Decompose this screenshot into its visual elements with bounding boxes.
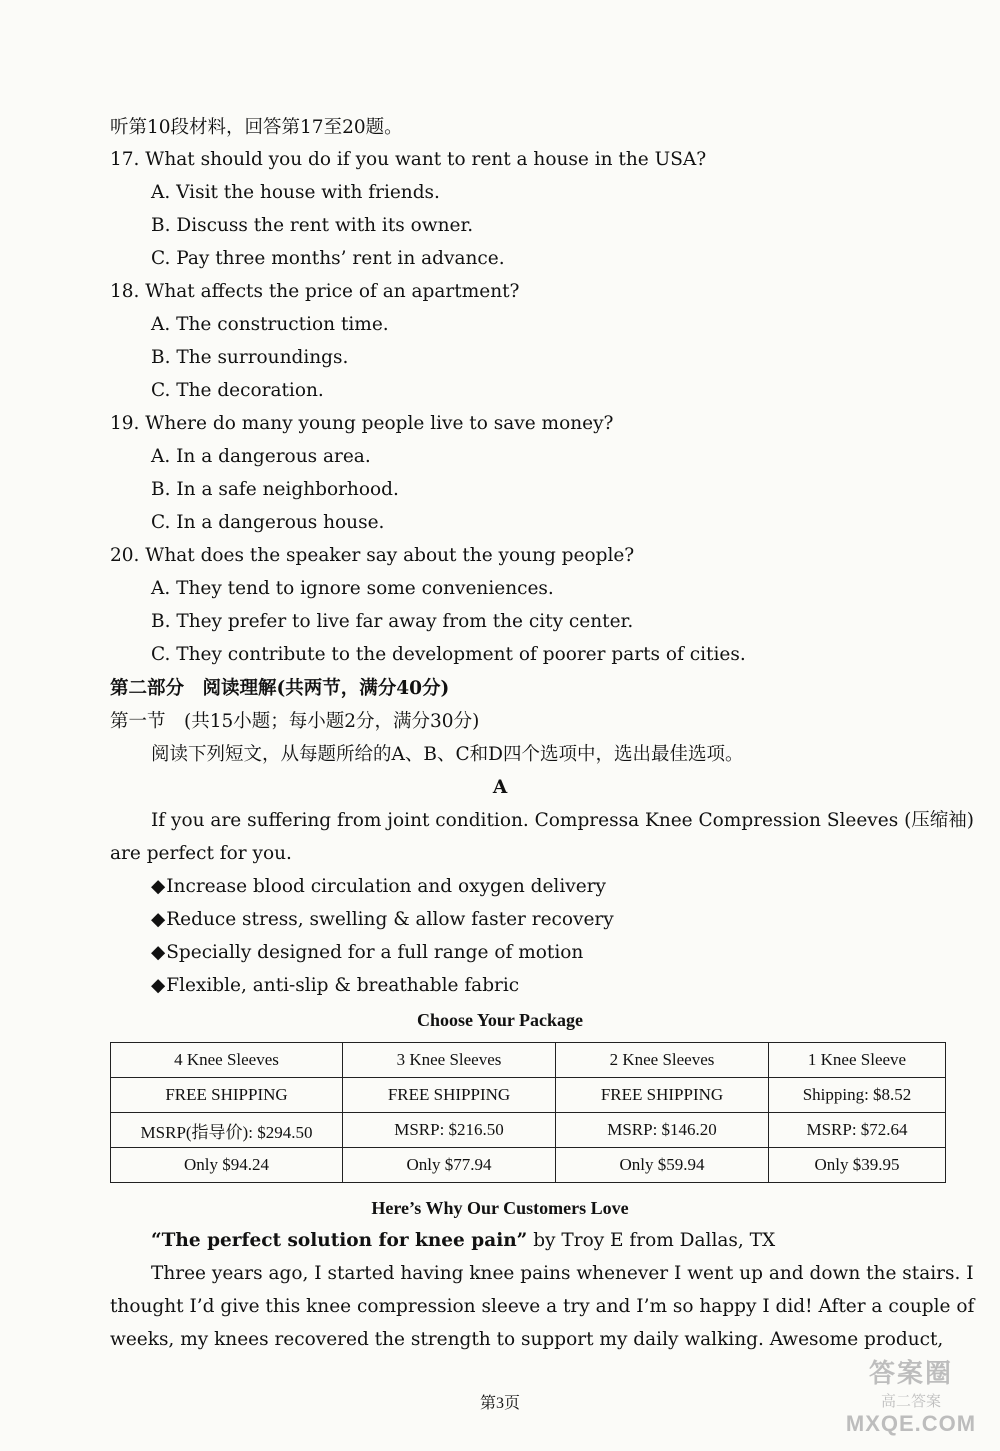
review-line-3: weeks, my knees recovered the strength to support my daily walking. Awesome product, [110,1329,944,1350]
table-row [111,1148,946,1183]
reading-instruction: 阅读下列短文，从每题所给的A、B、C和D四个选项中，选出最佳选项。 [151,744,744,765]
table-cell: Only $59.94 [556,1148,769,1183]
feature-bullet [151,908,614,932]
option-18c: C. The decoration. [151,380,324,401]
feature-text: Increase blood circulation and oxygen delivery [166,876,606,897]
option-17c: C. Pay three months’ rent in advance. [151,248,505,269]
table-cell: 1 Knee Sleeve [769,1043,946,1078]
review-quote: “The perfect solution for knee pain” [151,1230,528,1251]
question-20: 20. What does the speaker say about the young people? [110,545,635,566]
passage-intro-line1: If you are suffering from joint condition. Compressa Knee Compression Sleeves (压缩袖) [151,810,975,831]
page-number: 第3页 [479,1395,520,1412]
table-cell: MSRP(指导价): $294.50 [111,1113,343,1148]
listening-intro: 听第10段材料，回答第17至20题。 [110,117,403,138]
part-two-title: 第二部分 阅读理解(共两节，满分40分) [110,678,450,699]
table-cell: 2 Knee Sleeves [556,1043,769,1078]
option-18a: A. The construction time. [151,314,389,335]
review-line-1: Three years ago, I started having knee pains whenever I went up and down the stairs. I [151,1263,974,1284]
table-cell: FREE SHIPPING [556,1078,769,1113]
question-18: 18. What affects the price of an apartment? [110,281,520,302]
passage-intro-line2: are perfect for you. [110,843,292,864]
package-table [110,1042,946,1183]
diamond-bullet-icon: ◆ [151,975,166,996]
option-17b: B. Discuss the rent with its owner. [151,215,474,236]
section-one-title: 第一节 (共15小题；每小题2分，满分30分) [110,711,480,732]
review-line-2: thought I’d give this knee compression sleeve a try and I’m so happy I did! After a couple of [110,1296,975,1317]
feature-bullet [151,974,519,998]
diamond-bullet-icon: ◆ [151,876,166,897]
feature-bullet [151,941,583,965]
table-row [111,1043,946,1078]
watermark-top: 答案圈 [868,1358,953,1388]
option-20a: A. They tend to ignore some conveniences. [151,578,554,599]
question-19: 19. Where do many young people live to save money? [110,413,614,434]
option-18b: B. The surroundings. [151,347,349,368]
table-cell: MSRP: $216.50 [343,1113,556,1148]
option-17a: A. Visit the house with friends. [151,182,440,203]
feature-text: Specially designed for a full range of motion [166,942,584,963]
table-cell: 4 Knee Sleeves [111,1043,343,1078]
option-19c: C. In a dangerous house. [151,512,385,533]
table-cell: Only $77.94 [343,1148,556,1183]
question-17: 17. What should you do if you want to rent a house in the USA? [110,149,707,170]
table-cell: Only $94.24 [111,1148,343,1183]
table-row [111,1113,946,1148]
table-cell: 3 Knee Sleeves [343,1043,556,1078]
table-cell: FREE SHIPPING [111,1078,343,1113]
diamond-bullet-icon: ◆ [151,942,166,963]
option-20c: C. They contribute to the development of poorer parts of cities. [151,644,746,665]
option-19b: B. In a safe neighborhood. [151,479,399,500]
watermark-middle: 高二答案 [880,1393,941,1410]
passage-label: A [492,777,508,798]
reviews-title: Here’s Why Our Customers Love [371,1198,629,1218]
review-heading [151,1229,775,1253]
review-author: by Troy E from Dallas, TX [527,1230,776,1251]
option-20b: B. They prefer to live far away from the city center. [151,611,634,632]
watermark-bottom: MXQE.COM [845,1411,977,1436]
table-cell: Only $39.95 [769,1148,946,1183]
feature-text: Reduce stress, swelling & allow faster recovery [166,909,614,930]
table-cell: Shipping: $8.52 [769,1078,946,1113]
watermark-logo [836,1353,986,1443]
option-19a: A. In a dangerous area. [151,446,371,467]
table-cell: FREE SHIPPING [343,1078,556,1113]
feature-text: Flexible, anti-slip & breathable fabric [166,975,520,996]
table-cell: MSRP: $146.20 [556,1113,769,1148]
feature-bullet [151,875,606,899]
table-title: Choose Your Package [417,1010,583,1030]
table-row [111,1078,946,1113]
diamond-bullet-icon: ◆ [151,909,166,930]
table-cell: MSRP: $72.64 [769,1113,946,1148]
